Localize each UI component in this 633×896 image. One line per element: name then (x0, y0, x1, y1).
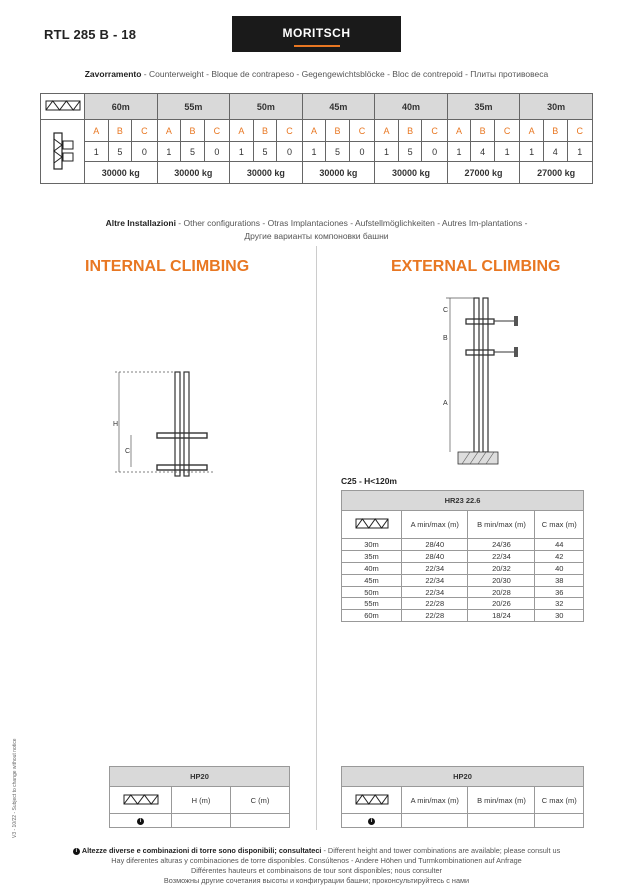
block-count: 5 (181, 142, 205, 162)
block-count: 5 (398, 142, 422, 162)
table-cell: 22/34 (468, 550, 535, 562)
total-weight: 30000 kg (157, 162, 230, 184)
empty-cell (402, 814, 468, 828)
letter-header: C (567, 120, 593, 142)
total-weight: 27000 kg (447, 162, 520, 184)
footer-line2: Hay diferentes alturas y combinaciones de torre disponibles. Consúltenos - Andere Höhen und Turmkombinationen auf Anfrage (111, 856, 522, 865)
column-header: A min/max (m) (402, 787, 468, 814)
letter-header: A (85, 120, 109, 142)
mast-left (175, 372, 180, 476)
empty-cell (535, 814, 584, 828)
configurations-line2: Другие варианты компоновки башни (244, 231, 389, 241)
boom-length: 30m (520, 94, 593, 120)
table-cell: 30 (535, 610, 584, 622)
boom-length: 40m (375, 94, 448, 120)
total-weight: 30000 kg (302, 162, 375, 184)
letter-header: C (349, 120, 374, 142)
table-cell: 45m (342, 574, 402, 586)
jib-icon (355, 518, 389, 529)
foundation (458, 452, 498, 464)
internal-climbing-diagram (105, 360, 225, 485)
letter-header: B (108, 120, 132, 142)
letter-header: A (302, 120, 326, 142)
table-cell: 42 (535, 550, 584, 562)
block-count: 1 (567, 142, 593, 162)
block-count: 1 (447, 142, 471, 162)
lower-collar (157, 465, 207, 470)
letter-header: A (520, 120, 544, 142)
jib-icon (355, 794, 389, 805)
boom-length: 50m (230, 94, 303, 120)
external-climbing-heading: EXTERNAL CLIMBING (391, 258, 561, 275)
mast-right (483, 298, 488, 452)
footer-line4: Возможны другие сочетания высоты и конфигурации башни; проконсультируйтесь с нами (163, 876, 470, 885)
block-count: 1 (375, 142, 399, 162)
column-divider (316, 246, 317, 830)
empty-cell (172, 814, 231, 828)
block-count: 5 (326, 142, 350, 162)
table-cell: 22/34 (402, 586, 468, 598)
configurations-line1: - Other configurations - Otras Implantaciones - Aufstellmöglichkeiten - Autres Im-plantations - (175, 218, 528, 228)
block-count: 1 (520, 142, 544, 162)
external-climbing-diagram (440, 292, 530, 467)
info-icon: i (137, 818, 144, 825)
jib-icon-cell (342, 511, 402, 539)
block-count: 0 (132, 142, 157, 162)
table-row (342, 574, 584, 586)
table-caption: HP20 (110, 767, 290, 787)
table-row (342, 586, 584, 598)
table-cell: 50m (342, 586, 402, 598)
table-cell: 22/34 (402, 574, 468, 586)
table-row (342, 562, 584, 574)
external-subtitle: C25 - H<120m (341, 476, 397, 486)
letter-header: C (204, 120, 229, 142)
block-count: 4 (471, 142, 495, 162)
block-count: 1 (302, 142, 326, 162)
table-cell: 24/36 (468, 539, 535, 551)
table-cell: 30m (342, 539, 402, 551)
tower-icon (50, 131, 76, 171)
table-cell: 32 (535, 598, 584, 610)
block-count: 1 (494, 142, 519, 162)
table-cell: 20/28 (468, 586, 535, 598)
letter-header: C (494, 120, 519, 142)
jib-icon (45, 100, 81, 111)
letter-header: C (132, 120, 157, 142)
table-cell: 60m (342, 610, 402, 622)
table-row (342, 539, 584, 551)
total-weight: 30000 kg (230, 162, 303, 184)
footer-line3: Différentes hauteurs et combinaisons de tour sont disponibles; nous consulter (191, 866, 442, 875)
info-icon: i (73, 848, 80, 855)
letter-header: A (375, 120, 399, 142)
table-cell: 28/40 (402, 550, 468, 562)
table-caption: HR23 22.6 (342, 491, 584, 511)
letter-header: B (471, 120, 495, 142)
b-label: B (443, 335, 448, 342)
letter-header: C (422, 120, 447, 142)
configurations-caption (0, 217, 633, 243)
table-row (342, 550, 584, 562)
c-label: C (125, 448, 131, 455)
counterweight-table (40, 93, 593, 184)
column-header: C max (m) (535, 787, 584, 814)
block-count: 4 (543, 142, 567, 162)
upper-collar (466, 319, 494, 324)
side-note: V3 - 10/22 - Subject to change without notice (12, 738, 18, 838)
column-header: B min/max (m) (468, 787, 535, 814)
jib-icon-cell (41, 94, 85, 120)
total-weight: 30000 kg (85, 162, 158, 184)
block-count: 0 (204, 142, 229, 162)
table-cell: 36 (535, 586, 584, 598)
empty-cell (231, 814, 290, 828)
counterweight-label: Zavorramento (84, 69, 142, 79)
total-weight: 30000 kg (375, 162, 448, 184)
table-cell: 20/32 (468, 562, 535, 574)
lower-collar (466, 350, 494, 355)
table-row (342, 598, 584, 610)
internal-climbing-heading: INTERNAL CLIMBING (85, 258, 250, 275)
brand-logo (232, 16, 401, 52)
mast-left (474, 298, 479, 452)
letter-header: B (398, 120, 422, 142)
column-header: B min/max (m) (468, 511, 535, 539)
block-count: 1 (85, 142, 109, 162)
hp20-internal-table (109, 766, 290, 828)
column-header: C (m) (231, 787, 290, 814)
counterweight-translations: - Counterweight - Bloque de contrapeso - Gegengewichtsblöcke - Bloc de contrepoid - Плиты противовеса (141, 69, 549, 79)
letter-header: A (230, 120, 254, 142)
table-cell: 22/28 (402, 610, 468, 622)
info-cell (110, 814, 172, 828)
configurations-label: Altre Installazioni (105, 218, 176, 228)
letter-header: B (253, 120, 277, 142)
table-cell: 55m (342, 598, 402, 610)
boom-length: 35m (447, 94, 520, 120)
table-cell: 35m (342, 550, 402, 562)
letter-header: C (277, 120, 302, 142)
table-caption: HP20 (342, 767, 584, 787)
table-cell: 22/28 (402, 598, 468, 610)
column-header: H (m) (172, 787, 231, 814)
tower-icon-cell (41, 120, 85, 184)
block-count: 0 (349, 142, 374, 162)
boom-length: 55m (157, 94, 230, 120)
table-cell: 20/30 (468, 574, 535, 586)
empty-cell (468, 814, 535, 828)
table-cell: 18/24 (468, 610, 535, 622)
block-count: 1 (157, 142, 181, 162)
counterweight-caption (0, 69, 633, 79)
letter-header: B (181, 120, 205, 142)
letter-header: A (447, 120, 471, 142)
jib-icon-cell (342, 787, 402, 814)
c-label: C (443, 307, 449, 314)
jib-icon (123, 794, 159, 805)
boom-length: 45m (302, 94, 375, 120)
h-label: H (113, 421, 119, 428)
table-cell: 40m (342, 562, 402, 574)
info-icon: i (368, 818, 375, 825)
total-weight: 27000 kg (520, 162, 593, 184)
block-count: 1 (230, 142, 254, 162)
block-count: 0 (422, 142, 447, 162)
block-count: 5 (253, 142, 277, 162)
footer-bold: Altezze diverse e combinazioni di torre sono disponibili; consultateci (81, 846, 322, 855)
table-cell: 44 (535, 539, 584, 551)
jib-icon-cell (110, 787, 172, 814)
footer-note (0, 846, 633, 886)
footer-line1: - Different height and tower combinations are available; please consult us (321, 846, 561, 855)
letter-header: A (157, 120, 181, 142)
logo-accent-bar (294, 45, 340, 47)
letter-header: B (326, 120, 350, 142)
hp20-external-table (341, 766, 584, 828)
table-cell: 40 (535, 562, 584, 574)
letter-header: B (543, 120, 567, 142)
model-title: RTL 285 B - 18 (44, 27, 137, 42)
column-header: A min/max (m) (402, 511, 468, 539)
table-cell: 20/26 (468, 598, 535, 610)
boom-length: 60m (85, 94, 158, 120)
upper-collar (157, 433, 207, 438)
block-count: 0 (277, 142, 302, 162)
info-cell (342, 814, 402, 828)
lower-anchor (514, 347, 518, 357)
hr23-table (341, 490, 584, 622)
table-cell: 22/34 (402, 562, 468, 574)
block-count: 5 (108, 142, 132, 162)
column-header: C max (m) (535, 511, 584, 539)
table-cell: 28/40 (402, 539, 468, 551)
mast-right (184, 372, 189, 476)
upper-anchor (514, 316, 518, 326)
table-row (342, 610, 584, 622)
table-cell: 38 (535, 574, 584, 586)
brand-name: MORITSCH (282, 26, 351, 40)
a-label: A (443, 400, 448, 407)
